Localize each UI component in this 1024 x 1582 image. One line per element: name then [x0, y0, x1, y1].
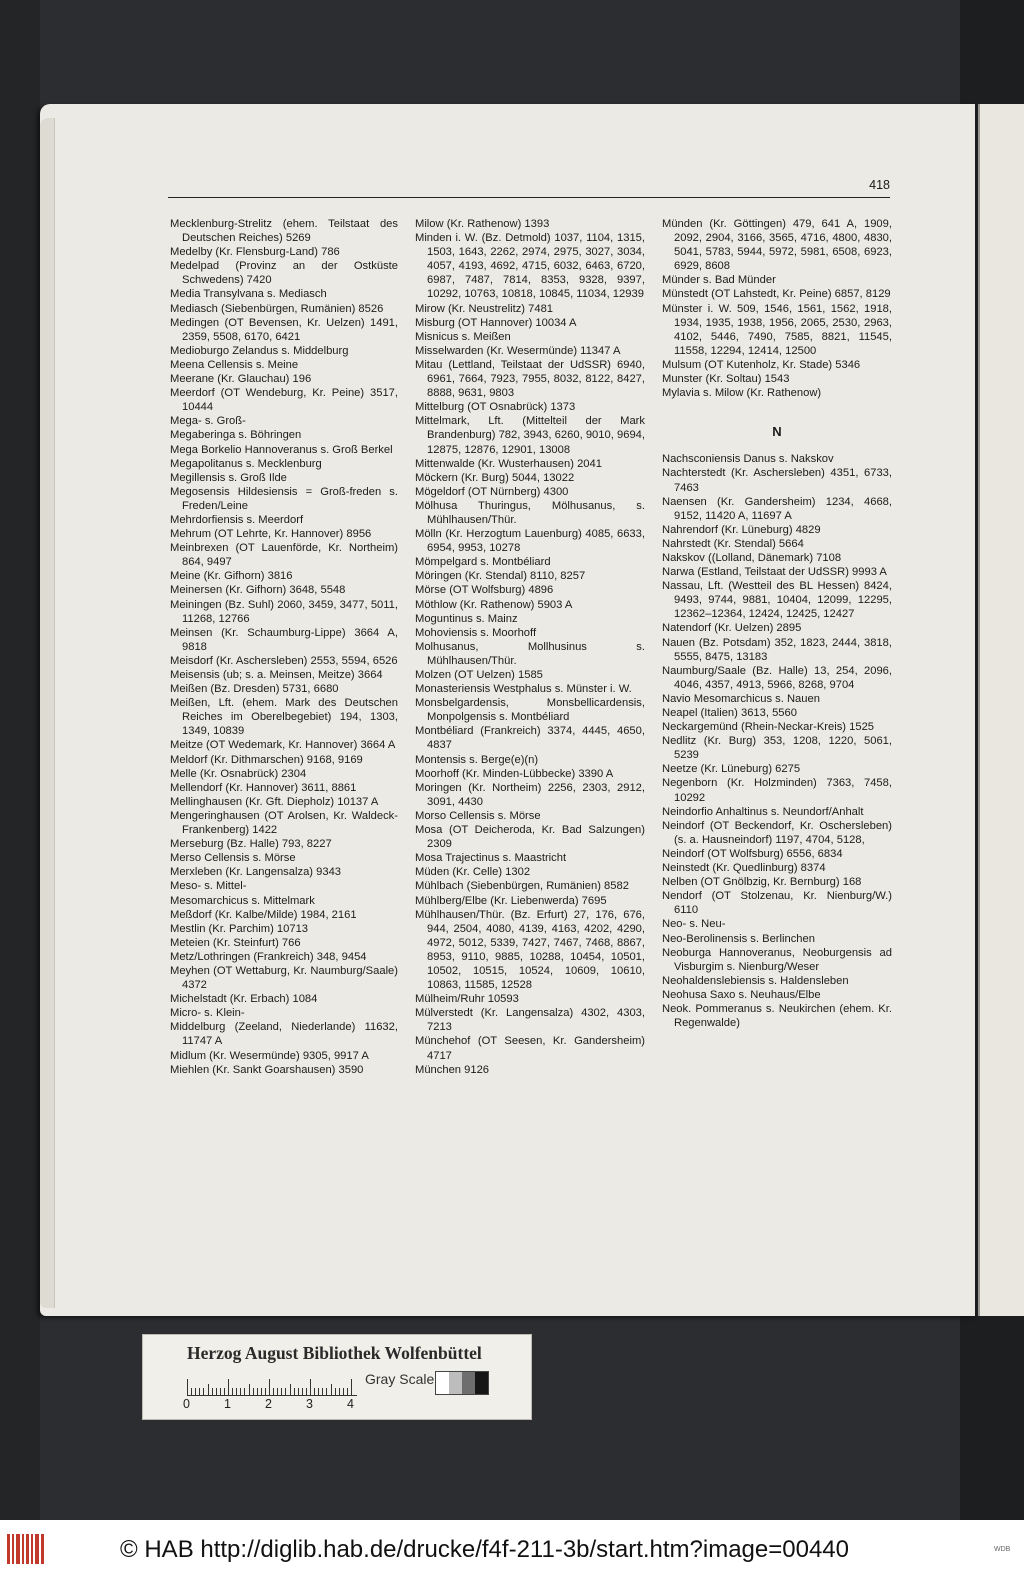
index-entry: Moguntinus s. Mainz [415, 612, 518, 625]
index-entry: Micro- s. Klein- [170, 1007, 245, 1020]
ruler-tick [212, 1388, 213, 1395]
ruler-number: 4 [347, 1397, 354, 1411]
index-entry: Merseburg (Bz. Halle) 793, 8227 [170, 838, 332, 851]
gray-swatch [462, 1372, 475, 1394]
ruler-tick [232, 1388, 233, 1395]
index-entry: Milow (Kr. Rathenow) 1393 [415, 218, 550, 230]
ruler-tick [277, 1388, 278, 1395]
ruler-tick [203, 1388, 204, 1395]
ruler-number: 3 [306, 1397, 313, 1411]
index-entry: Münden (Kr. Göttingen) 479, 641 A, 1909, 2092, 2904, 3166, 3565, 4716, 4800, 4830, 5041, 5783, 5944, 5972, 5981, 6508, 6923, 6929, 8608 [662, 218, 892, 273]
index-entry: Mühlhausen/Thür. (Bz. Erfurt) 27, 176, 676, 944, 2504, 4080, 4139, 4163, 4202, 4290, 4972, 5012, 5339, 7427, 7467, 7468, 8867, 8953, 9110, 9885, 10288, 10454, 10501, 10502, 10515, 10524, 10609, 10610, 10863, 11585, 12528 [415, 908, 645, 992]
index-entry: Naensen (Kr. Gandersheim) 1234, 4668, 9152, 11420 A, 11697 A [662, 495, 892, 522]
index-entry: Meinersen (Kr. Gifhorn) 3648, 5548 [170, 584, 346, 597]
ruler-tick [326, 1388, 327, 1395]
gray-scale-label: Gray Scale [365, 1371, 435, 1387]
index-entry: Mühlbach (Siebenbürgen, Rumänien) 8582 [415, 880, 629, 893]
ruler-tick [224, 1388, 225, 1395]
index-entry: Neo- s. Neu- [662, 918, 726, 931]
index-entry: Miehlen (Kr. Sankt Goarshausen) 3590 [170, 1063, 364, 1076]
ruler-number: 1 [224, 1397, 231, 1411]
ruler-tick [244, 1388, 245, 1395]
index-entry: Meso- s. Mittel- [170, 880, 247, 893]
ruler-tick [335, 1388, 336, 1395]
index-entry: Mittenwalde (Kr. Wusterhausen) 2041 [415, 457, 602, 470]
index-entry: Megillensis s. Groß Ilde [170, 471, 287, 484]
index-entry: Mesomarchicus s. Mittelmark [170, 894, 315, 907]
index-entry: Moorhoff (Kr. Minden-Lübbecke) 3390 A [415, 767, 614, 780]
ruler-tick [257, 1388, 258, 1395]
index-entry: Nendorf (OT Stolzenau, Kr. Nienburg/W.) 6110 [662, 890, 892, 917]
ruler-number: 0 [183, 1397, 190, 1411]
ruler-tick [265, 1388, 266, 1395]
ruler-tick [220, 1388, 221, 1395]
index-entry: Media Transylvana s. Mediasch [170, 288, 327, 301]
index-entry: Montensis s. Berge(e)(n) [415, 753, 539, 766]
ruler-tick [208, 1384, 209, 1395]
index-entry: Minden i. W. (Bz. Detmold) 1037, 1104, 1315, 1503, 1643, 2262, 2974, 2975, 3027, 3034, 4057, 4193, 4692, 4715, 6032, 6463, 6720, 6987, 7487, 7814, 8353, 9328, 9397, 10292, 10763, 10818, 10845, 11034, 12939 [415, 232, 645, 301]
ruler-tick [347, 1388, 348, 1395]
ruler-numbers [183, 1397, 373, 1413]
footer-mark: WDB [994, 1546, 1011, 1553]
index-entry: Mediasch (Siebenbürgen, Rumänien) 8526 [170, 302, 384, 315]
index-entry: Neindorfio Anhaltinus s. Neundorf/Anhalt [662, 805, 864, 818]
index-entry: Meerane (Kr. Glauchau) 196 [170, 373, 312, 386]
gray-scale-swatches [435, 1371, 489, 1395]
index-entry: Meena Cellensis s. Meine [170, 358, 299, 371]
index-entry: Merxleben (Kr. Langensalza) 9343 [170, 866, 342, 879]
index-entry: Mömpelgard s. Montbéliard [415, 556, 551, 569]
index-entry: Medingen (OT Bevensen, Kr. Uelzen) 1491, 2359, 5508, 6170, 6421 [170, 316, 398, 343]
index-entry: Medelpad (Provinz an der Ostküste Schwedens) 7420 [170, 260, 398, 287]
page-stack-edge [40, 118, 55, 1308]
ruler-tick [187, 1379, 188, 1395]
index-entry: Meiningen (Bz. Suhl) 2060, 3459, 3477, 5011, 11268, 12766 [170, 598, 398, 625]
index-entry: Monasteriensis Westphalus s. Münster i. W. [415, 683, 632, 696]
index-entry: Medioburgo Zelandus s. Middelburg [170, 344, 349, 357]
index-entry: Meißen (Bz. Dresden) 5731, 6680 [170, 683, 339, 696]
index-entry: Mölhusa Thuringus, Mölhusanus, s. Mühlhausen/Thür. [415, 499, 645, 526]
index-entry: Meitze (OT Wedemark, Kr. Hannover) 3664 A [170, 739, 396, 752]
index-entry: Nakskov ((Lolland, Dänemark) 7108 [662, 551, 842, 564]
section-heading-n: N [772, 424, 782, 440]
library-name: Herzog August Bibliothek Wolfenbüttel [187, 1343, 482, 1363]
index-entry: Mitau (Lettland, Teilstaat der UdSSR) 6940, 6961, 7664, 7923, 7955, 8032, 8122, 8427, 8888, 9631, 9803 [415, 358, 645, 400]
index-entry: Neohusa Saxo s. Neuhaus/Elbe [662, 988, 821, 1001]
ruler-tick [228, 1379, 229, 1395]
ruler-tick [339, 1388, 340, 1395]
index-entry: Mosa (OT Deicheroda, Kr. Bad Salzungen) 2309 [415, 824, 645, 851]
index-column-2 [415, 217, 645, 1077]
index-entry: Neetze (Kr. Lüneburg) 6275 [662, 763, 801, 776]
index-entry: Neckargemünd (Rhein-Neckar-Kreis) 1525 [662, 721, 875, 734]
index-entry: Müden (Kr. Celle) 1302 [415, 866, 531, 879]
ruler-tick [331, 1384, 332, 1395]
index-entry: Negenborn (Kr. Holzminden) 7363, 7458, 10292 [662, 777, 892, 804]
index-entry: Misburg (OT Hannover) 10034 A [415, 316, 577, 329]
index-entry: Mülverstedt (Kr. Langensalza) 4302, 4303, 7213 [415, 1007, 645, 1034]
ruler-tick [269, 1379, 270, 1395]
index-entry: Merso Cellensis s. Mörse [170, 852, 296, 865]
index-entry: Nassau, Lft. (Westteil des BL Hessen) 8424, 9493, 9744, 9881, 10404, 12099, 12295, 12362–12364, 12424, 12425, 12427 [662, 580, 892, 621]
index-entry: Mögeldorf (OT Nürnberg) 4300 [415, 485, 569, 498]
ruler-number: 2 [265, 1397, 272, 1411]
index-column-3 [662, 217, 892, 1030]
index-entry: Megosensis Hildesiensis = Groß-freden s. Freden/Leine [170, 485, 398, 512]
ruler-tick [281, 1388, 282, 1395]
index-entry: Mölln (Kr. Herzogtum Lauenburg) 4085, 6633, 6954, 9953, 10278 [415, 528, 645, 555]
index-entry: Mellinghausen (Kr. Gft. Diepholz) 10137 A [170, 795, 379, 808]
index-entry: Münster i. W. 509, 1546, 1561, 1562, 1918, 1934, 1935, 1938, 1956, 2065, 2530, 2963, 4102, 5446, 7490, 7585, 8821, 11545, 11558, 12294, 12414, 12500 [662, 302, 892, 357]
index-entry: Mylavia s. Milow (Kr. Rathenow) [662, 387, 822, 400]
index-entry: Meinbrexen (OT Lauenförde, Kr. Northeim) 864, 9497 [170, 542, 398, 569]
ruler-tick [240, 1388, 241, 1395]
index-entry: Nahrstedt (Kr. Stendal) 5664 [662, 537, 804, 550]
index-entry: Narwa (Estland, Teilstaat der UdSSR) 9993 A [662, 566, 887, 579]
ruler-tick [318, 1388, 319, 1395]
index-entry: Monsbelgardensis, Monsbellicardensis, Monpolgensis s. Montbéliard [415, 697, 645, 724]
index-entry: Meßdorf (Kr. Kalbe/Milde) 1984, 2161 [170, 908, 357, 921]
index-entry: Morso Cellensis s. Mörse [415, 809, 541, 822]
page-number: 418 [869, 178, 890, 192]
index-entry: Mörse (OT Wolfsburg) 4896 [415, 584, 554, 597]
ruler-tick [298, 1388, 299, 1395]
index-entry: Meisdorf (Kr. Aschersleben) 2553, 5594, 6526 [170, 654, 398, 667]
ruler-scale [187, 1377, 357, 1396]
index-entry: Münder s. Bad Münder [662, 274, 776, 287]
index-entry: Meisensis (ub; s. a. Meinsen, Meitze) 3664 [170, 669, 383, 681]
ruler-tick [310, 1379, 311, 1395]
index-entry: Moringen (Kr. Northeim) 2256, 2303, 2912, 3091, 4430 [415, 781, 645, 808]
ruler-tick [285, 1388, 286, 1395]
index-entry: Medelby (Kr. Flensburg-Land) 786 [170, 246, 340, 259]
index-entry: Michelstadt (Kr. Erbach) 1084 [170, 993, 318, 1006]
index-entry: Nedlitz (Kr. Burg) 353, 1208, 1220, 5061, 5239 [662, 735, 892, 762]
index-entry: Middelburg (Zeeland, Niederlande) 11632, 11747 A [170, 1021, 398, 1048]
index-entry: Nachterstedt (Kr. Aschersleben) 4351, 6733, 7463 [662, 467, 892, 494]
index-entry: Mega Borkelio Hannoveranus s. Groß Berkel [170, 443, 393, 456]
ruler-tick [216, 1388, 217, 1395]
ruler-tick [306, 1388, 307, 1395]
index-entry: Münstedt (OT Lahstedt, Kr. Peine) 6857, 8129 [662, 288, 891, 301]
index-entry: Mehrdorfiensis s. Meerdorf [170, 513, 304, 526]
index-entry: München 9126 [415, 1063, 490, 1076]
index-column-1 [170, 217, 398, 1077]
index-entry: Mosa Trajectinus s. Maastricht [415, 852, 567, 865]
gray-swatch [449, 1372, 462, 1394]
index-entry: Neapel (Italien) 3613, 5560 [662, 707, 797, 719]
index-entry: Mulsum (OT Kutenholz, Kr. Stade) 5346 [662, 358, 861, 371]
index-entry: Molzen (OT Uelzen) 1585 [415, 669, 543, 681]
library-scale-card [142, 1334, 532, 1420]
ruler-tick [290, 1384, 291, 1395]
index-entry: Mittelmark, Lft. (Mittelteil der Mark Brandenburg) 782, 3943, 6260, 9010, 9694, 12875, 12876, 12901, 13008 [415, 415, 645, 456]
index-entry: Mega- s. Groß- [170, 415, 246, 428]
index-entry: Mühlberg/Elbe (Kr. Liebenwerda) 7695 [415, 894, 607, 907]
index-entry: Mehrum (OT Lehrte, Kr. Hannover) 8956 [170, 528, 372, 541]
index-entry: Meerdorf (OT Wendeburg, Kr. Peine) 3517, 10444 [170, 387, 398, 414]
index-entry: Meißen, Lft. (ehem. Mark des Deutschen Reiches im Oberelbegebiet) 194, 1303, 1349, 10839 [170, 697, 398, 738]
index-entry: Misnicus s. Meißen [415, 330, 511, 343]
index-entry: Munster (Kr. Soltau) 1543 [662, 373, 790, 386]
index-entry: Mohoviensis s. Moorhoff [415, 626, 537, 639]
ruler-tick [343, 1388, 344, 1395]
index-entry: Meteien (Kr. Steinfurt) 766 [170, 936, 301, 949]
index-entry: Megapolitanus s. Mecklenburg [170, 457, 322, 470]
index-entry: Nachsconiensis Danus s. Nakskov [662, 453, 834, 466]
index-entry: Mengeringhausen (OT Arolsen, Kr. Waldeck-Frankenberg) 1422 [170, 809, 398, 837]
index-entry: Mirow (Kr. Neustrelitz) 7481 [415, 302, 554, 315]
index-entry: Meldorf (Kr. Dithmarschen) 9168, 9169 [170, 753, 363, 766]
ruler-tick [199, 1388, 200, 1395]
index-entry: Nauen (Bz. Potsdam) 352, 1823, 2444, 3818, 5555, 8475, 13183 [662, 636, 892, 663]
ruler-tick [273, 1388, 274, 1395]
index-entry: Mellendorf (Kr. Hannover) 3611, 8861 [170, 781, 357, 794]
ruler-tick [261, 1388, 262, 1395]
index-entry: Melle (Kr. Osnabrück) 2304 [170, 767, 307, 780]
next-page-edge [978, 104, 1024, 1316]
index-entry: Meinsen (Kr. Schaumburg-Lippe) 3664 A, 9818 [170, 626, 398, 653]
index-entry: Nahrendorf (Kr. Lüneburg) 4829 [662, 523, 821, 536]
ruler-tick [236, 1388, 237, 1395]
index-entry: Neinstedt (Kr. Quedlinburg) 8374 [662, 862, 826, 875]
ruler-tick [191, 1388, 192, 1395]
index-entry: Natendorf (Kr. Uelzen) 2895 [662, 622, 802, 635]
index-entry: Meyhen (OT Wettaburg, Kr. Naumburg/Saale) 4372 [170, 964, 398, 992]
barcode-icon [6, 1532, 46, 1566]
ruler-tick [195, 1388, 196, 1395]
index-entry: Megaberinga s. Böhringen [170, 429, 302, 442]
index-entry: Misselwarden (Kr. Wesermünde) 11347 A [415, 344, 621, 357]
index-entry: Navio Mesomarchicus s. Nauen [662, 692, 820, 705]
index-entry: Midlum (Kr. Wesermünde) 9305, 9917 A [170, 1049, 369, 1062]
index-entry: Möckern (Kr. Burg) 5044, 13022 [415, 471, 575, 484]
index-entry: Mestlin (Kr. Parchim) 10713 [170, 922, 309, 935]
index-entry: Nelben (OT Gnölbzig, Kr. Bernburg) 168 [662, 876, 862, 889]
index-entry: Neohaldenslebiensis s. Haldensleben [662, 974, 849, 987]
index-entry: Neindorf (OT Beckendorf, Kr. Oschersleben) (s. a. Hausneindorf) 1197, 4704, 5128, [662, 819, 892, 846]
index-entry: Möthlow (Kr. Rathenow) 5903 A [415, 598, 573, 611]
index-entry: Mecklenburg-Strelitz (ehem. Teilstaat des Deutschen Reiches) 5269 [170, 218, 398, 245]
index-entry: Münchehof (OT Seesen, Kr. Gandersheim) 4717 [415, 1035, 645, 1062]
gray-swatch [436, 1372, 449, 1394]
ruler-tick [351, 1379, 352, 1395]
ruler-tick [249, 1384, 250, 1395]
index-entry: Neo-Berolinensis s. Berlinchen [662, 932, 815, 945]
gray-swatch [475, 1372, 488, 1394]
ruler-tick [294, 1388, 295, 1395]
index-entry: Molhusanus, Mollhusinus s. Mühlhausen/Thür. [415, 640, 645, 667]
ruler-tick [302, 1388, 303, 1395]
background-left [0, 0, 40, 1520]
footer-url[interactable]: © HAB http://diglib.hab.de/drucke/f4f-211-3b/start.htm?image=00440 [120, 1536, 849, 1563]
index-entry: Mülheim/Ruhr 10593 [415, 993, 519, 1006]
ruler-tick [322, 1388, 323, 1395]
ruler-tick [314, 1388, 315, 1395]
index-entry: Möringen (Kr. Stendal) 8110, 8257 [415, 570, 586, 583]
index-entry: Mittelburg (OT Osnabrück) 1373 [415, 401, 576, 414]
index-entry: Meine (Kr. Gifhorn) 3816 [170, 570, 293, 583]
index-entry: Naumburg/Saale (Bz. Halle) 13, 254, 2096, 4046, 4357, 4913, 5966, 8268, 9704 [662, 664, 892, 691]
index-entry: Neok. Pommeranus s. Neukirchen (ehem. Kr. Regenwalde) [662, 1002, 892, 1030]
header-rule [168, 197, 890, 198]
ruler-tick [253, 1388, 254, 1395]
footer-bar [0, 1520, 1024, 1582]
index-entry: Neindorf (OT Wolfsburg) 6556, 6834 [662, 847, 843, 860]
index-entry: Metz/Lothringen (Frankreich) 348, 9454 [170, 950, 367, 963]
index-entry: Neoburga Hannoveranus, Neoburgensis ad Visburgim s. Nienburg/Weser [662, 946, 892, 973]
index-entry: Montbéliard (Frankreich) 3374, 4445, 4650, 4837 [415, 725, 645, 752]
